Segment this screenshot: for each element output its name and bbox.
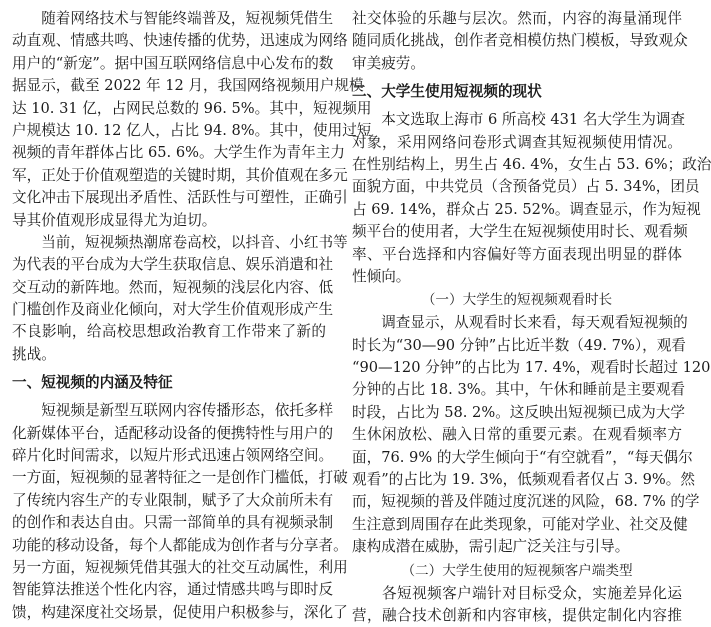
text-line: 当前，短视频热潮席卷高校，以抖音、小红书等 [12, 233, 348, 251]
intro-paragraph [12, 8, 372, 232]
text-line: 门槛创作及商业化倾向，对大学生价值观形成产生 [12, 301, 334, 319]
text-line: 面，76. 9% 的大学生倾向于“有空就看”，“每天偶尔 [352, 448, 693, 466]
text-line: 对象，采用网络问卷形式调查其短视频使用情况。 [352, 133, 682, 151]
text-line: 另一方面，短视频凭借其强大的社交互动属性，利用 [12, 558, 348, 576]
text-line: 智能算法推送个性化内容，通过情感共鸣与即时反 [12, 581, 334, 599]
text-line: 据显示，截至 2022 年 12 月，我国网络视频用户规模 [12, 77, 364, 95]
right-column [352, 8, 711, 627]
survey-paragraph [352, 109, 711, 288]
text-line: 在性别结构上，男生占 46. 4%，女生占 53. 6%；政治 [352, 155, 711, 173]
text-line: 视频的青年群体占比 65. 6%。大学生作为青年主力 [12, 144, 345, 162]
text-line: 生休闲放松、融入日常的重要元素。在观看频率方 [352, 426, 682, 444]
text-line: 率、平台选择和内容偏好等方面表现出明显的群体 [352, 245, 682, 263]
text-line: 面貌方面，中共党员（含预备党员）占 5. 34%，团员 [352, 178, 700, 196]
text-line: 一方面，短视频的显著特征之一是创作门槛低，打破 [12, 469, 348, 487]
text-line: 而，短视频的普及伴随过度沉迷的风险，68. 7% 的学 [352, 493, 700, 511]
text-line: 观看”的占比为 19. 3%，低频观看者仅占 3. 9%。然 [352, 471, 695, 489]
client-type-paragraph [352, 583, 682, 627]
subsection-heading-1: （一）大学生的短视频观看时长 [421, 292, 613, 309]
text-line: 为代表的平台成为大学生获取信息、娱乐消遣和社 [12, 256, 334, 274]
text-line: 频平台的使用者，大学生在短视频使用时长、观看频 [352, 223, 688, 241]
text-line: 随同质化挑战，创作者竞相模仿热门模板，导致观众 [352, 32, 688, 50]
text-line: 导其价值观形成显得尤为迫切。 [12, 211, 217, 229]
text-line: 审美疲劳。 [352, 54, 425, 72]
text-line: 的创作和表达自由。只需一部简单的具有视频录制 [12, 514, 334, 532]
text-line: 化新媒体平台，适配移动设备的便携特性与用户的 [12, 424, 334, 442]
text-line: 文化冲击下展现出矛盾性、活跃性与可塑性，正确引 [12, 189, 348, 207]
text-line: 挑战。 [12, 345, 56, 363]
text-line: 不良影响，给高校思想政治教育工作带来了新的 [12, 323, 326, 341]
text-line: 本文选取上海市 6 所高校 431 名大学生为调查 [352, 111, 685, 129]
text-line: 用户的“新宠”。据中国互联网络信息中心发布的数 [12, 54, 334, 72]
text-line: 性倾向。 [352, 267, 411, 285]
text-line: 了传统内容生产的专业限制，赋予了大众前所未有 [12, 491, 334, 509]
text-line: 时长为“30—90 分钟”占比近半数（49. 7%），观看 [352, 336, 686, 354]
text-line: 社交体验的乐趣与层次。然而，内容的海量涌现伴 [352, 10, 682, 27]
continued-paragraph [352, 8, 688, 75]
text-line: 短视频是新型互联网内容传播形态，依托多样 [12, 402, 334, 420]
text-line: 康构成潜在威胁，需引起广泛关注与引导。 [352, 538, 630, 556]
text-line: 占 69. 14%，群众占 25. 52%。调查显示，作为短视 [352, 200, 701, 218]
definition-paragraph [12, 400, 348, 624]
text-line: 生注意到周围存在此类现象，可能对学业、社交及健 [352, 515, 688, 533]
section-heading-2: 二、大学生使用短视频的现状 [352, 83, 542, 101]
text-line: 碎片化时间需求，以短片形式迅速占领网络空间。 [12, 447, 334, 465]
text-line: 户规模达 10. 12 亿人，占比 94. 8%。其中，使用过短 [12, 121, 372, 139]
subsection-heading-2: （二）大学生使用的短视频客户端类型 [401, 562, 633, 579]
text-line: 时段，占比为 58. 2%。这反映出短视频已成为大学 [352, 403, 685, 421]
text-line: 功能的移动设备，每个人都能成为创作者与分享者。 [12, 536, 348, 554]
text-line: 分钟的占比 18. 3%。其中，午休和睡前是主要观看 [352, 381, 685, 399]
section-heading-1: 一、短视频的内涵及特征 [12, 374, 173, 392]
text-line: 调查显示，从观看时长来看，每天观看短视频的 [352, 314, 688, 332]
text-line: 营，融合技术创新和内容审核，提供定制化内容推 [352, 606, 682, 624]
viewing-time-paragraph [352, 312, 711, 558]
text-line: 动直观、情感共鸣、快速传播的优势，迅速成为网络 [12, 32, 348, 50]
text-line: 达 10. 31 亿，占网民总数的 96. 5%。其中，短视频用 [12, 99, 372, 117]
context-paragraph [12, 232, 348, 366]
left-column [12, 8, 372, 624]
text-line: 军，正处于价值观塑造的关键时期，其价值观在多元 [12, 166, 348, 184]
text-line: 各短视频客户端针对目标受众，实施差异化运 [352, 584, 682, 602]
text-line: 交互动的新阵地。然而，短视频的浅层化内容、低 [12, 278, 334, 296]
text-line: 随着网络技术与智能终端普及，短视频凭借生 [12, 10, 334, 27]
text-line: 馈，构建深度社交场景，促使用户积极参与，深化了 [12, 603, 348, 621]
text-line: “90—120 分钟”的占比为 17. 4%，观看时长超过 120 [352, 359, 711, 377]
